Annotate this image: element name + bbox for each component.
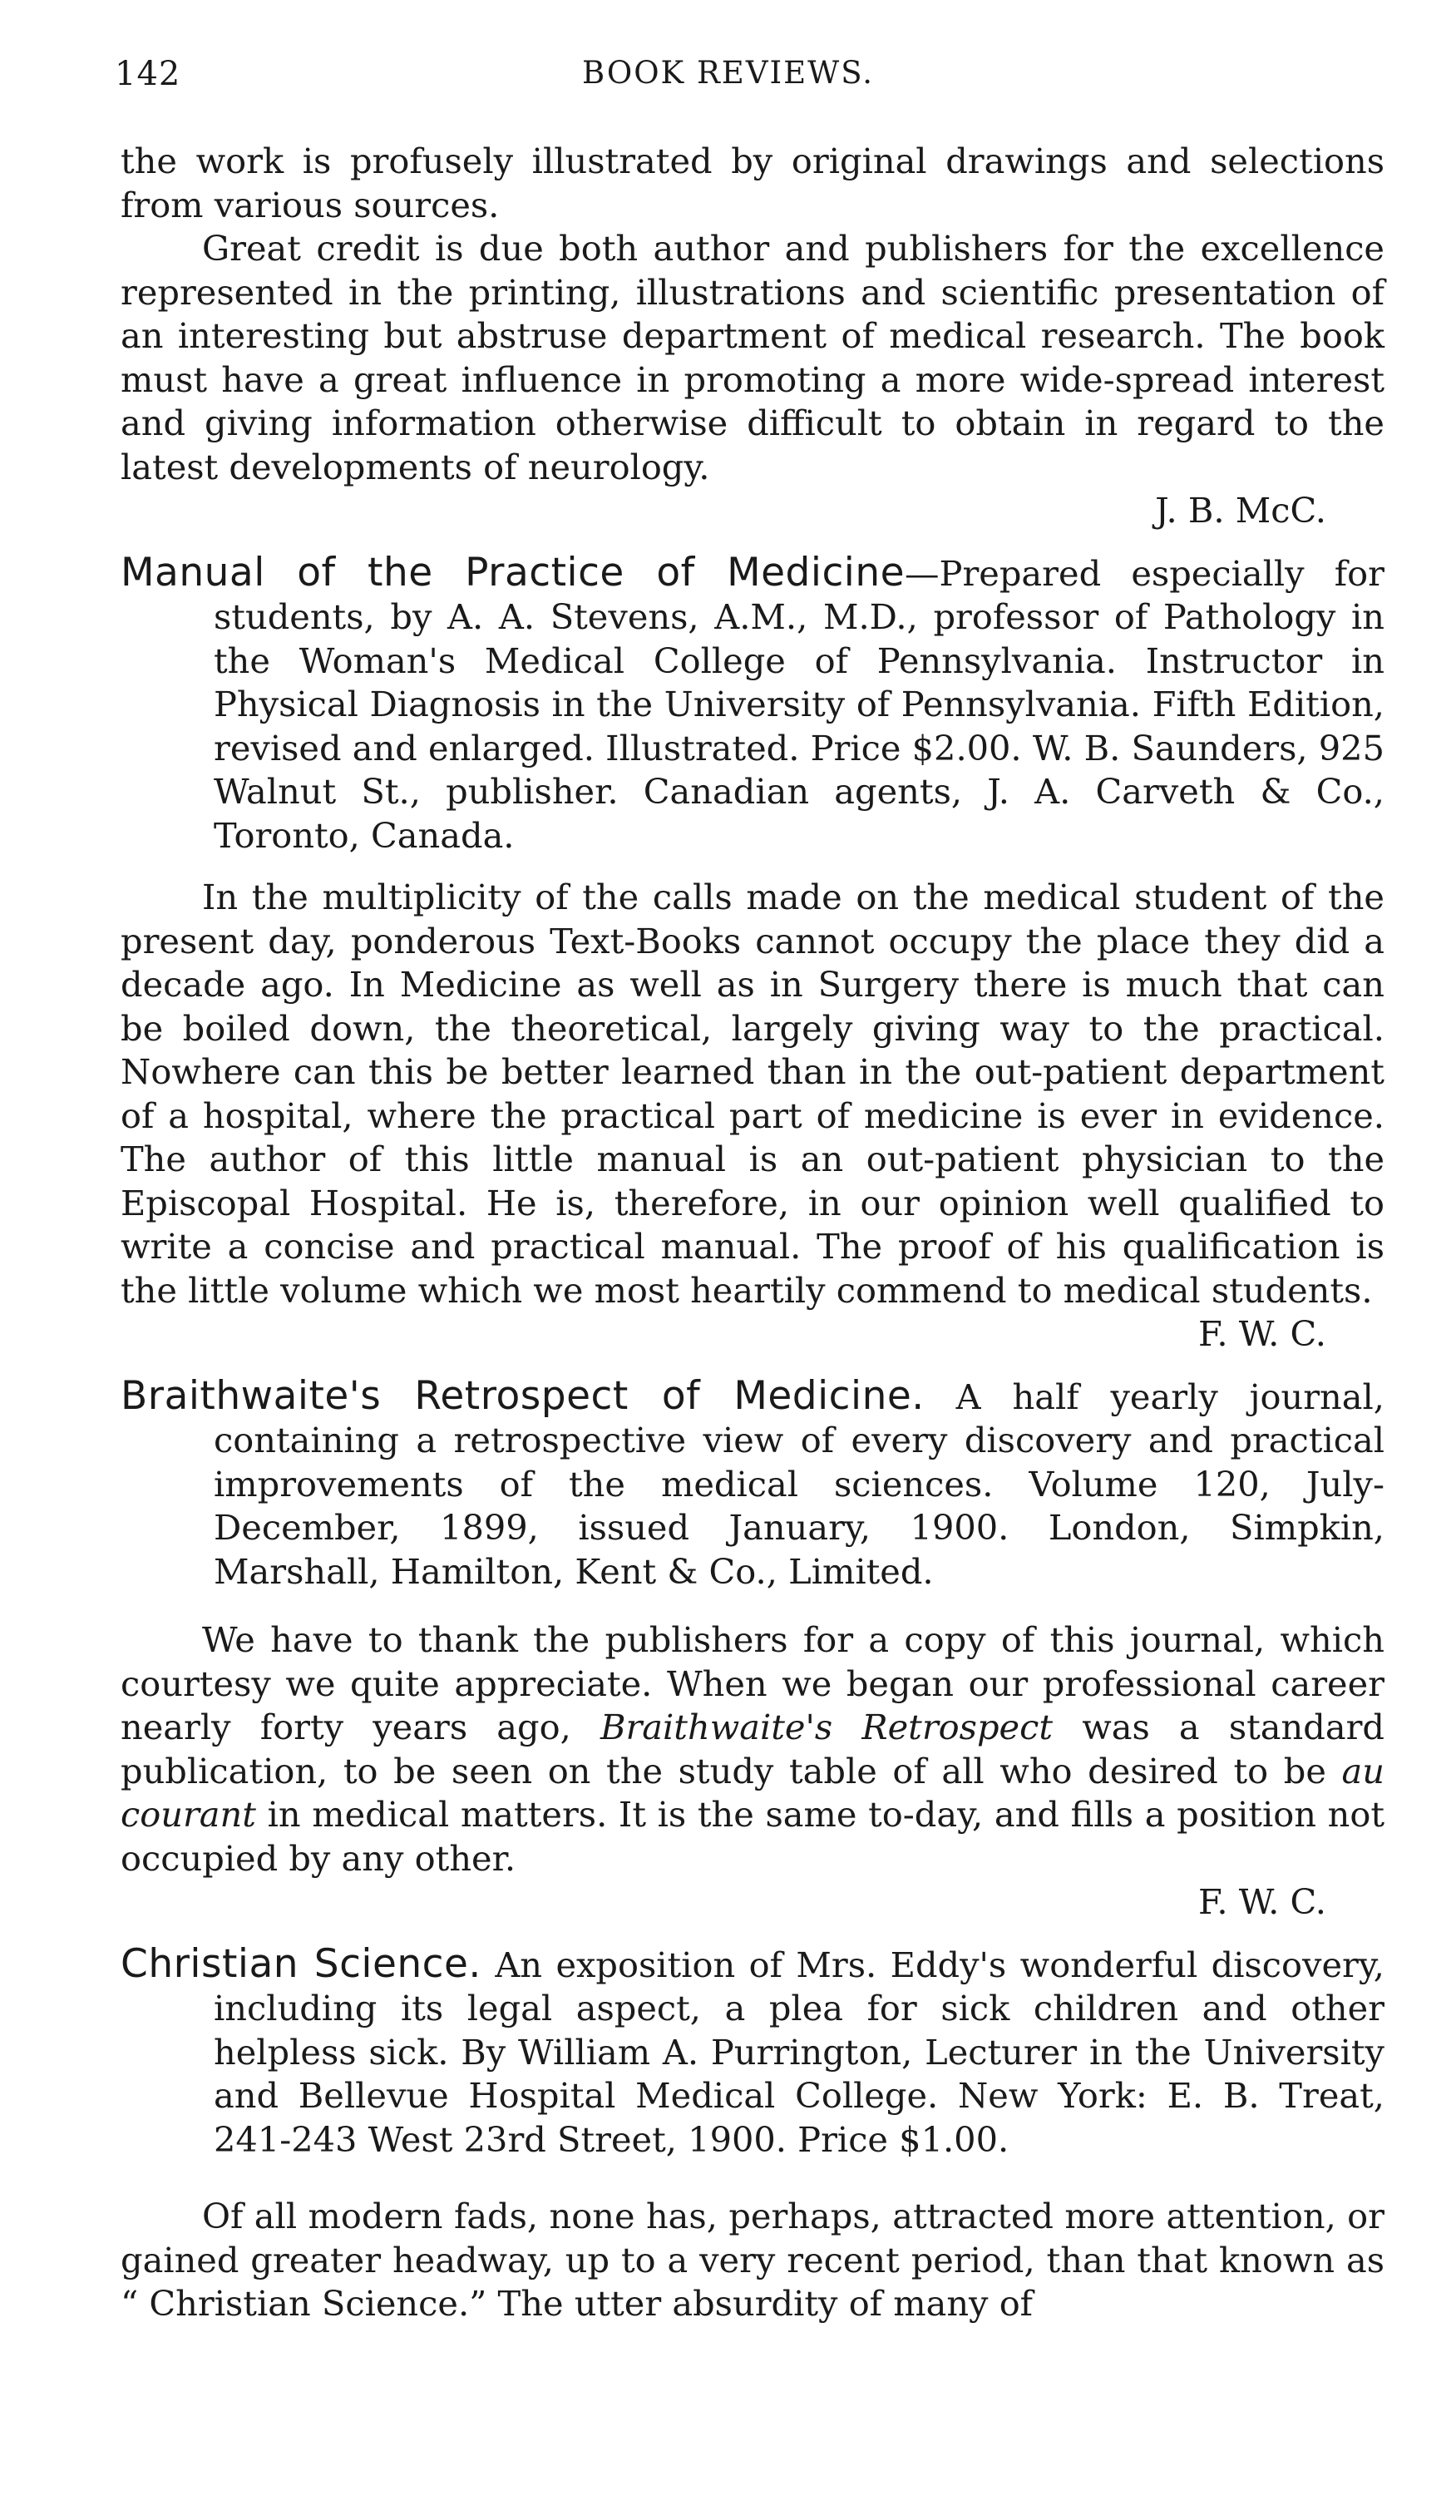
review-signature: F. W. C. (1198, 1313, 1326, 1354)
review-heading (121, 551, 1384, 858)
review-citation: Prepared especially for students, by A. A. Stevens, A.M., M.D., professor of Pathology in the Woman's Medical College of Pennsylvania. Instructor in Physical Diagnosis in the University of Pennsylvania. Fifth Edition, revised and enlarged. Illustrated. Price $2.00. W. B. Saunders, 925 Walnut St., publisher. Canadian agents, J. A. Carveth & Co., Toronto, Canada. (214, 552, 1384, 856)
review-body-italic: Braithwaite's Retrospect (600, 1707, 1054, 1747)
review-body-italic: au courant (121, 1750, 1384, 1835)
review-body-text: in medical matters. It is the same to-day, and fills a position not occupied by any other. (121, 1794, 1384, 1879)
continuation-paragraph: the work is profusely illustrated by original drawings and selections from various sources. (121, 141, 1384, 225)
review-body-text: We have to thank the publishers for a copy of this journal, which courtesy we quite appreciate. When we began our professional career nearly forty years ago, (121, 1619, 1384, 1747)
continuation-paragraph: Great credit is due both author and publishers for the excellence represented in the printing, illustrations and scientific presentation of an interesting but abstruse department of medical research. The book must have a great influence in promoting a more wide-spread interest and giving information otherwise difficult to obtain in regard to the latest developments of neurology. (121, 228, 1384, 487)
review-citation: A half yearly journal, containing a retrospective view of every discovery and practical improvements of the medical sciences. Volume 120, July-December, 1899, issued January, 1900. London, Simpkin, Marshall, Hamilton, Kent & Co., Limited. (214, 1376, 1384, 1592)
review-heading (121, 1940, 1384, 2162)
review-body-text: was a standard publication, to be seen on the study table of all who desired to be (121, 1707, 1384, 1791)
section-title: BOOK REVIEWS. (582, 55, 874, 91)
review-signature: F. W. C. (1198, 1881, 1326, 1922)
review-body: Of all modern fads, none has, perhaps, attracted more attention, or gained greater headway, up to a very recent period, than that known as “ Christian Science.” The utter absurdity of many of (121, 2196, 1384, 2324)
review-title-separator (481, 1944, 495, 1985)
running-head (0, 55, 1456, 96)
review-title: Christian Science. (121, 1940, 481, 1987)
page-body (121, 140, 1384, 2326)
review-title: Manual of the Practice of Medicine (121, 549, 906, 595)
review-citation: An exposition of Mrs. Eddy's wonderful discovery, including its legal aspect, a plea for sick children and other helpless sick. By William A. Purrington, Lecturer in the University and Bellevue Hospital Medical College. New York: E. B. Treat, 241-243 West 23rd Street, 1900. Price $1.00. (214, 1944, 1384, 2160)
page-number: 142 (115, 55, 181, 93)
review-body: In the multiplicity of the calls made on the medical student of the present day, ponderous Text-Books cannot occupy the place they did a decade ago. In Medicine as well as in Surgery there is much that can be boiled down, the theoretical, largely giving way to the practical. Nowhere can this be better learned than in the out-patient department of a hospital, where the practical part of medicine is ever in evidence. The author of this little manual is an out-patient physician to the Episcopal Hospital. He is, therefore, in our opinion well qualified to write a concise and practical manual. The proof of his qualification is the little volume which we most heartily commend to medical students. (121, 877, 1384, 1311)
review-title-separator (925, 1376, 956, 1417)
review-body (121, 1618, 1384, 1880)
review-title: Braithwaite's Retrospect of Medicine. (121, 1372, 925, 1419)
review-title-separator: — (905, 552, 940, 594)
review-signature: J. B. McC. (1155, 490, 1326, 531)
review-heading (121, 1372, 1384, 1594)
